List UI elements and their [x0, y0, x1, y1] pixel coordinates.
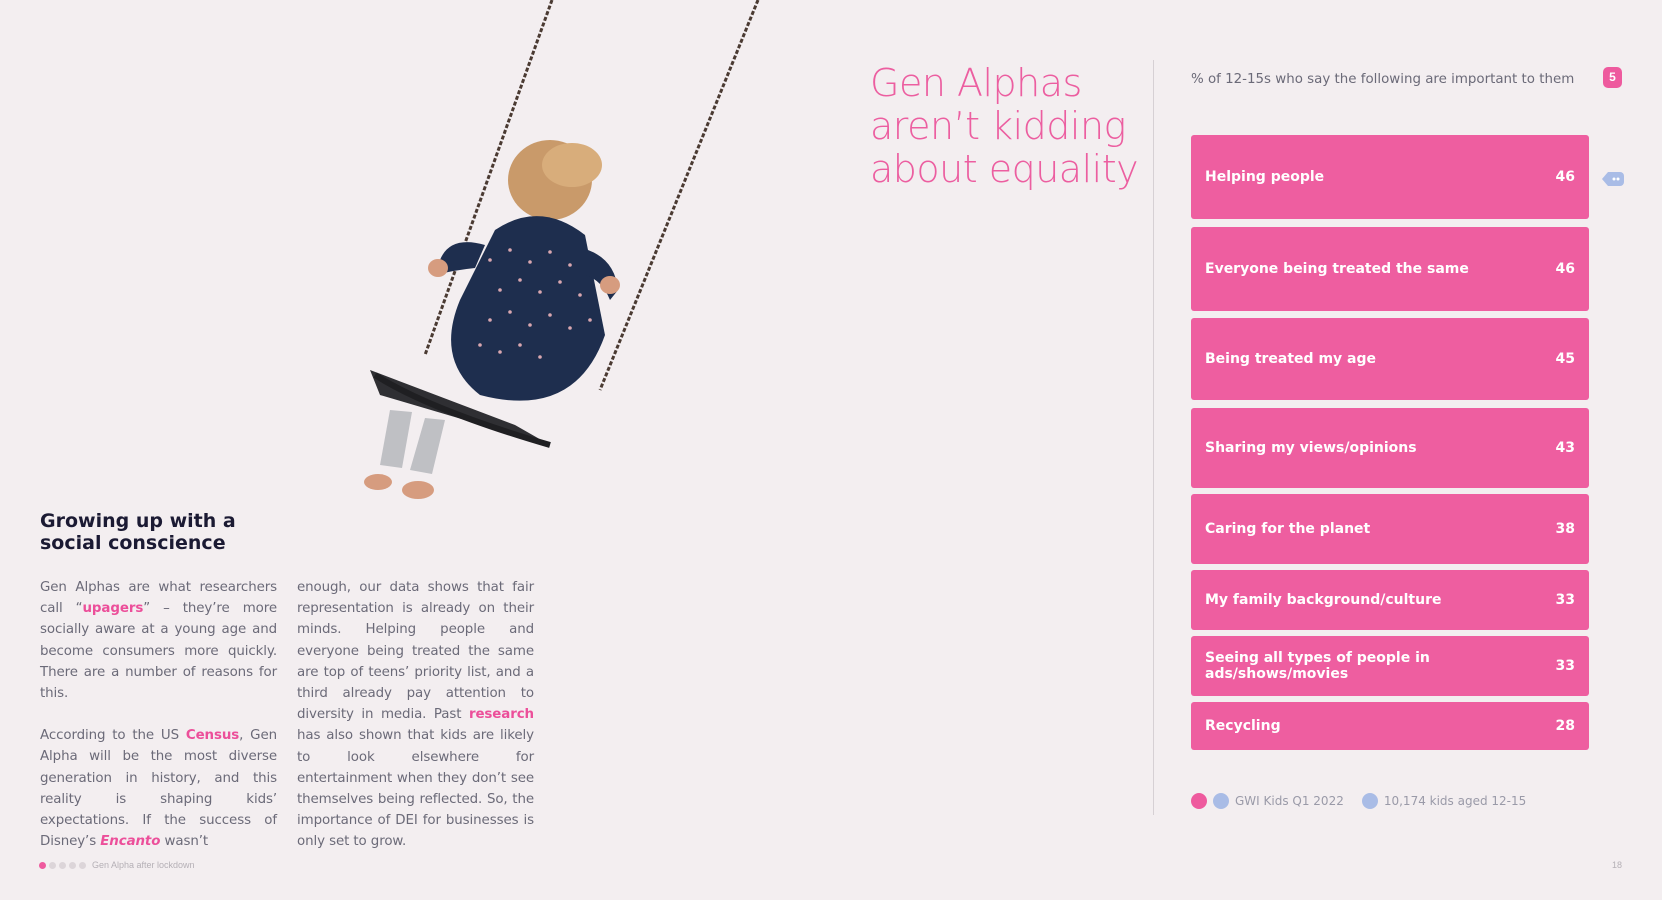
gwi-icon	[1213, 793, 1229, 809]
progress-dot[interactable]	[69, 862, 76, 869]
chart-subtitle: % of 12-15s who say the following are important to them	[1191, 72, 1575, 87]
girl-on-swing-illustration	[340, 0, 780, 530]
bar-value: 33	[1555, 658, 1575, 674]
headline-line-2: aren’t kidding	[870, 104, 1126, 148]
bar-item	[1191, 408, 1589, 488]
paragraph-representation	[297, 577, 534, 853]
heading-line-1: Growing up with a	[40, 510, 236, 532]
progress-dot[interactable]	[79, 862, 86, 869]
bar-item	[1191, 636, 1589, 696]
page-number: 18	[1612, 860, 1623, 870]
chart-icon	[1191, 793, 1207, 809]
text-run: , Gen Alpha will be the most diverse generation in history, and this reality is shaping kids’ expectations. If the success of Disney’s	[40, 728, 277, 850]
text-run: has also shown that kids are likely to look elsewhere for entertainment when they don’t see themselves being reflected. So, the importance of DEI for businesses is only set to grow.	[297, 728, 534, 850]
bar-item	[1191, 318, 1589, 400]
vertical-divider	[1153, 60, 1154, 815]
upagers-link[interactable]: upagers	[82, 601, 144, 617]
sample-label: 10,174 kids aged 12-15	[1383, 794, 1527, 808]
bar-label: Caring for the planet	[1205, 521, 1371, 537]
source-label: GWI Kids Q1 2022	[1235, 794, 1344, 808]
text-run: ” – they’re more socially aware at a young age and become consumers more quickly. There are a number of reasons for this.	[40, 601, 277, 702]
bar-value: 46	[1555, 169, 1575, 185]
chart-source	[1191, 792, 1526, 810]
people-icon	[1362, 793, 1378, 809]
body-column-left	[40, 577, 277, 873]
text-run: Gen Alphas are what researchers call “	[40, 580, 277, 617]
progress-dot[interactable]	[59, 862, 66, 869]
chart-number-badge: 5	[1603, 67, 1622, 88]
bar-label: Being treated my age	[1205, 351, 1377, 367]
headline-line-1: Gen Alphas	[870, 61, 1082, 105]
footer-section-label: Gen Alpha after lockdown	[92, 860, 195, 870]
bar-value: 28	[1555, 718, 1575, 734]
headline-line-3: about equality	[870, 147, 1139, 191]
section-heading	[40, 510, 300, 554]
bar-value: 46	[1555, 261, 1575, 277]
text-run: wasn’t	[160, 834, 209, 850]
bar-value: 33	[1555, 592, 1575, 608]
text-run: enough, our data shows that fair representation is already on their minds. Helping people and everyone being treated the same are top of teens’ priority list, and a third already pay attention to diversity in media. Past	[297, 580, 534, 723]
bar-item	[1191, 227, 1589, 311]
bar-value: 38	[1555, 521, 1575, 537]
census-link[interactable]: Census	[185, 728, 240, 744]
bar-value: 43	[1555, 440, 1575, 456]
research-link[interactable]: research	[468, 707, 534, 723]
body-column-right	[297, 577, 534, 874]
section-progress-dots	[39, 862, 86, 869]
page-headline	[870, 62, 1150, 191]
bar-label: My family background/culture	[1205, 592, 1442, 608]
paragraph-census	[40, 725, 277, 852]
paragraph-upagers	[40, 577, 277, 704]
progress-dot[interactable]	[39, 862, 46, 869]
bar-item	[1191, 494, 1589, 564]
bar-label: Seeing all types of people in ads/shows/movies	[1205, 650, 1430, 682]
heading-line-2: social conscience	[40, 532, 226, 554]
progress-dot[interactable]	[49, 862, 56, 869]
bar-label: Sharing my views/opinions	[1205, 440, 1417, 456]
bar-label: Recycling	[1205, 718, 1281, 734]
text-run: According to the US	[40, 728, 186, 744]
bar-label: Helping people	[1205, 169, 1325, 185]
comment-bubble-icon[interactable]	[1602, 170, 1624, 188]
bar-value: 45	[1555, 351, 1575, 367]
bar-item	[1191, 702, 1589, 750]
bar-item	[1191, 135, 1589, 219]
encanto-link[interactable]: Encanto	[100, 834, 161, 850]
bar-label: Everyone being treated the same	[1205, 261, 1469, 277]
bar-item	[1191, 570, 1589, 630]
